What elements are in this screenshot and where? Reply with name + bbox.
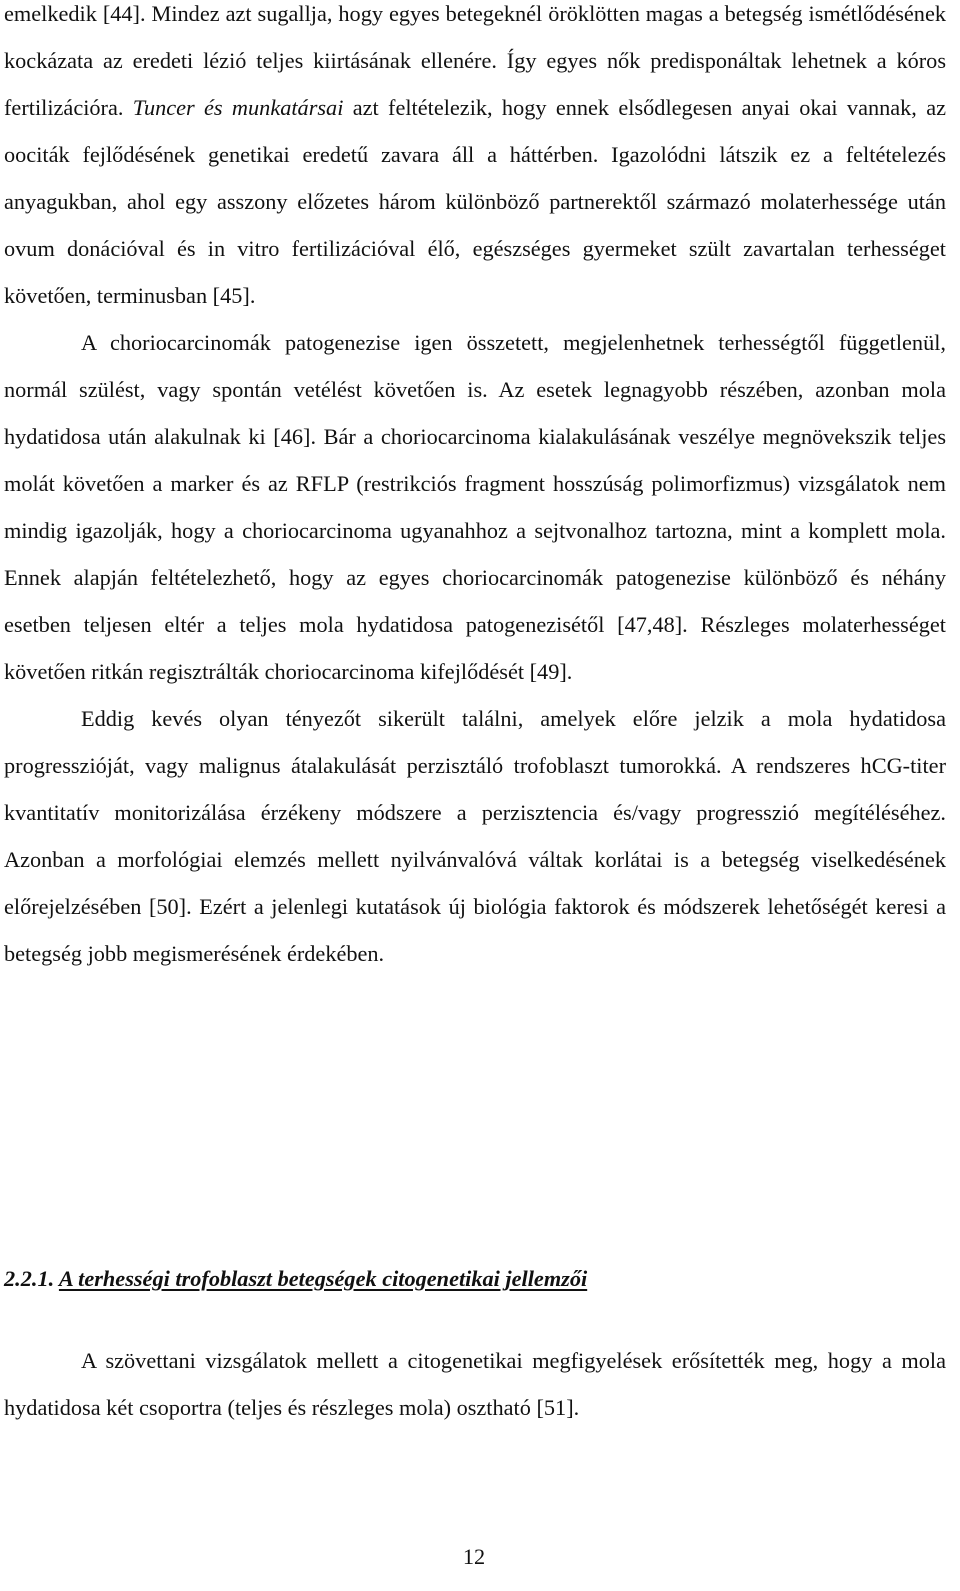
paragraph-1-text-b: azt feltételezik, hogy ennek elsődlegesen anyai okai vannak, az oociták fejlődésének genetikai eredetű zavara áll a háttérben. Igazolódni látszik ez a feltételezés anyagukban, ahol egy asszony előzetes három különböző partnerektől származó molaterhessége után ovum donációval és in vitro fertilizációval élő, egészséges gyermeket szült zavartalan terhességet követően, terminusban [45]. — [4, 95, 946, 308]
paragraph-2: A choriocarcinomák patogenezise igen összetett, megjelenhetnek terhességtől függetlenül, normál szülést, vagy spontán vetélést követően is. Az esetek legnagyobb részében, azonban mola hydatidosa után alakulnak ki [46]. Bár a choriocarcinoma kialakulásának veszélye megnövekszik teljes molát követően a marker és az RFLP (restrikciós fragment hosszúság polimorfizmus) vizsgálatok nem mindig igazolják, hogy a choriocarcinoma ugyanahhoz a sejtvonalhoz tartozna, mint a komplett mola. Ennek alapján feltételezhető, hogy az egyes choriocarcinomák patogenezise különböző és néhány esetben teljesen eltér a teljes mola hydatidosa patogenezisétől [47,48]. Részleges molaterhességet követően ritkán regisztrálták choriocarcinoma kifejlődését [49]. — [4, 330, 946, 684]
paragraph-3: Eddig kevés olyan tényezőt sikerült találni, amelyek előre jelzik a mola hydatidosa progresszióját, vagy malignus átalakulását perzisztáló trofoblaszt tumorokká. A rendszeres hCG-titer kvantitatív monitorizálása érzékeny módszere a perzisztencia és/vagy progresszió megítéléséhez. Azonban a morfológiai elemzés mellett nyilvánvalóvá váltak korlátai is a betegség viselkedésének előrejelzésében [50]. Ezért a jelenlegi kutatások új biológia faktorok és módszerek lehetőségét keresi a betegség jobb megismerésének érdekében. — [4, 706, 946, 966]
section-title: A terhességi trofoblaszt betegségek citogenetikai jellemzői — [58, 1266, 588, 1291]
page-number: 12 — [462, 1544, 486, 1569]
paragraph-1-citation-authors: Tuncer és munkatársai — [132, 95, 344, 120]
paragraph-4: A szövettani vizsgálatok mellett a citogenetikai megfigyelések erősítették meg, hogy a mola hydatidosa két csoportra (teljes és részleges mola) osztható [51]. — [4, 1348, 946, 1420]
paragraph-1 — [4, 0, 946, 319]
section-body — [4, 1337, 946, 1431]
section-heading — [4, 1264, 587, 1294]
section-number: 2.2.1. — [4, 1266, 55, 1291]
paragraph-1-text-a: emelkedik [44]. Mindez azt sugallja, hogy egyes betegeknél öröklötten magas a betegség ismétlődésének kockázata az eredeti lézió teljes kiirtásának ellenére. Így egyes nők predisponáltak lehetnek a kóros fertilizációra. — [4, 1, 946, 120]
document-body — [4, 0, 946, 977]
